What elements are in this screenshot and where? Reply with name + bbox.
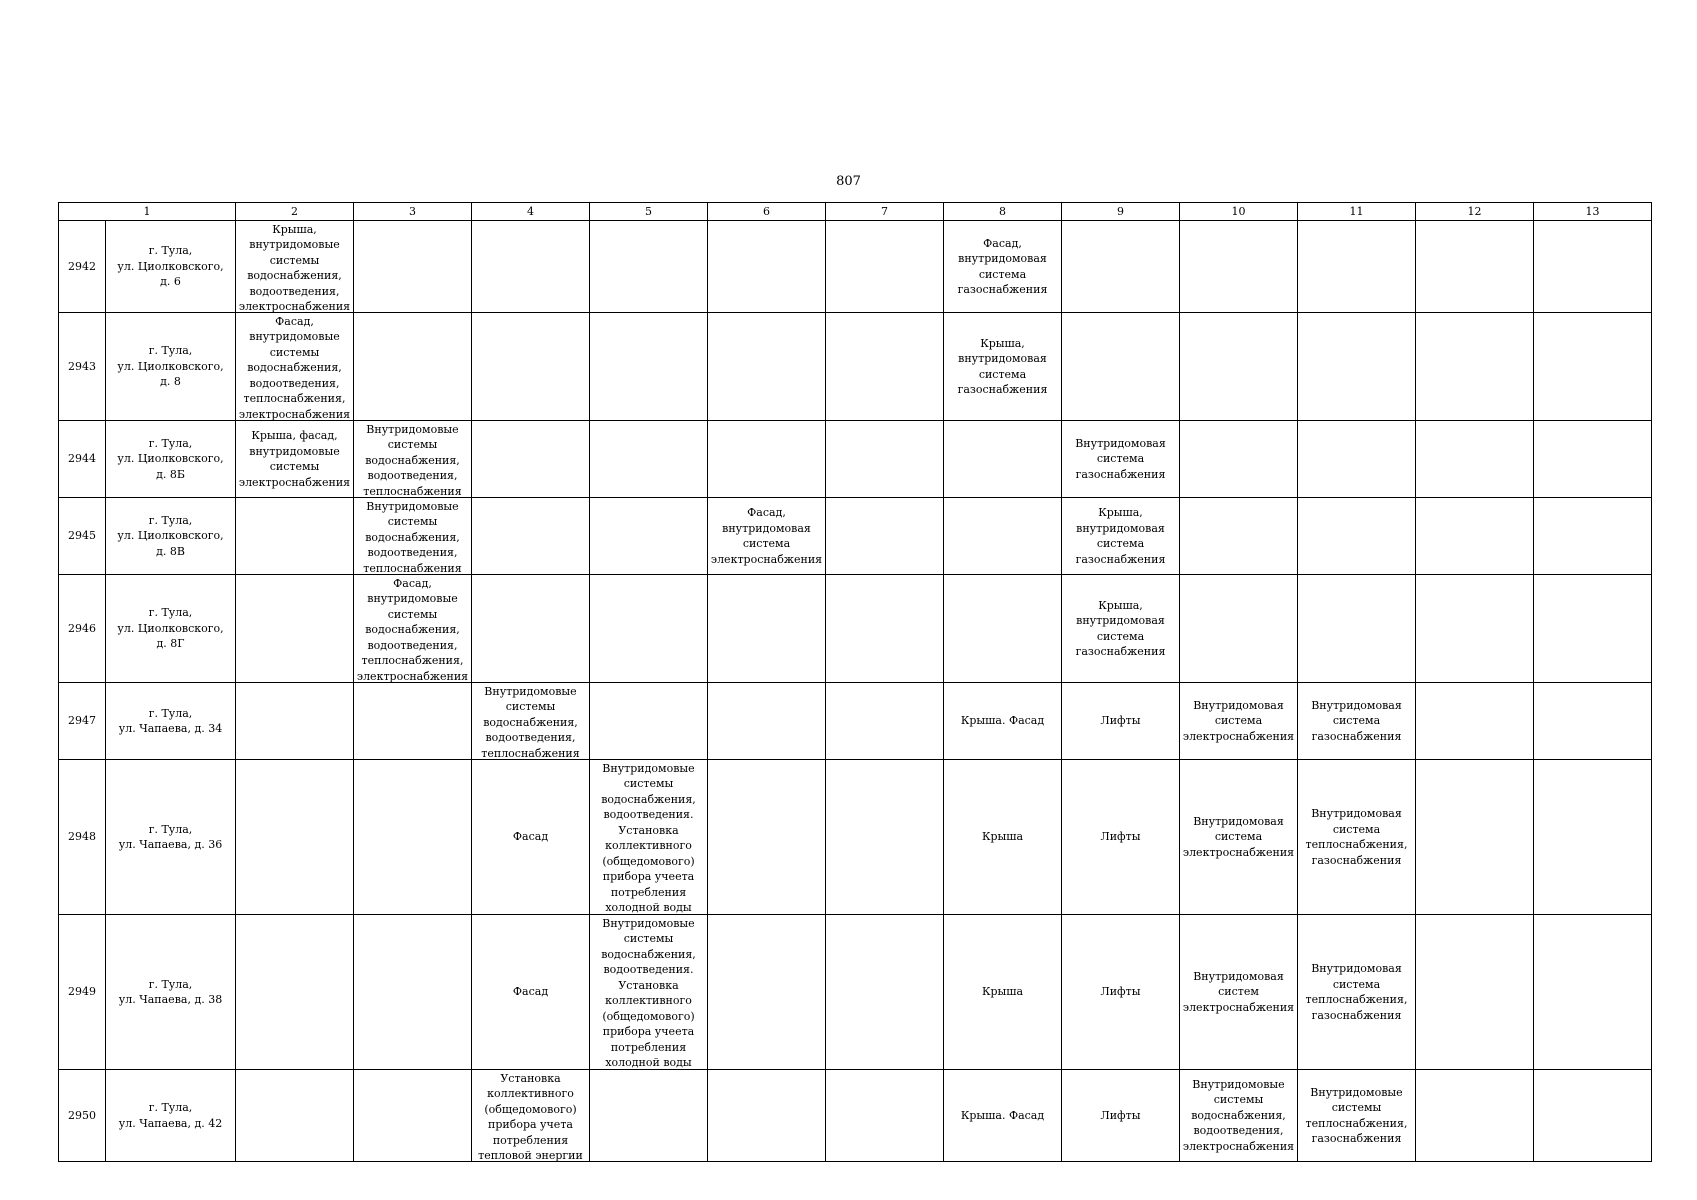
column-header: 2	[236, 203, 354, 221]
work-cell-col-12	[1416, 575, 1534, 683]
address-text: г. Тула, ул. Чапаева, д. 42	[118, 1101, 223, 1130]
table-row	[59, 498, 1652, 575]
work-cell-col-7	[826, 760, 944, 915]
work-cell-col-7	[826, 915, 944, 1070]
work-cell-col-5	[590, 1070, 708, 1162]
work-cell-col-9	[1062, 760, 1180, 915]
work-cell-col-8	[944, 313, 1062, 421]
row-number: 2945	[59, 498, 106, 575]
work-cell-col-11	[1298, 498, 1416, 575]
work-cell-col-8	[944, 915, 1062, 1070]
column-header: 13	[1534, 203, 1652, 221]
address-text: г. Тула, ул. Чапаева, д. 36	[118, 822, 223, 851]
work-cell-col-3	[354, 1070, 472, 1162]
work-cell-col-7	[826, 421, 944, 498]
address-text: г. Тула, ул. Чапаева, д. 38	[118, 977, 223, 1006]
work-cell-col-3	[354, 683, 472, 760]
work-cell-col-10	[1180, 683, 1298, 760]
work-cell-col-8	[944, 421, 1062, 498]
work-cell-col-5	[590, 760, 708, 915]
address-cell	[106, 1070, 236, 1162]
work-text: Фасад, внутридомовая система электроснабжения	[710, 506, 823, 566]
work-text: Крыша	[981, 985, 1024, 999]
work-text: Внутридомовые системы водоснабжения, водоотведения, электроснабжения	[1182, 1077, 1295, 1153]
work-text: Лифты	[1100, 714, 1141, 728]
work-text: Внутридомовая система теплоснабжения, газоснабжения	[1305, 807, 1408, 867]
work-cell-col-12	[1416, 313, 1534, 421]
work-cell-col-12	[1416, 421, 1534, 498]
work-cell-col-11	[1298, 221, 1416, 313]
work-cell-col-12	[1416, 221, 1534, 313]
work-cell-col-9	[1062, 421, 1180, 498]
work-cell-col-6	[708, 1070, 826, 1162]
work-cell-col-4	[472, 498, 590, 575]
work-cell-col-2	[236, 575, 354, 683]
work-cell-col-13	[1534, 1070, 1652, 1162]
address-cell	[106, 221, 236, 313]
column-number-row	[59, 203, 1652, 221]
table-row	[59, 683, 1652, 760]
row-number: 2946	[59, 575, 106, 683]
work-cell-col-3	[354, 760, 472, 915]
work-cell-col-8	[944, 760, 1062, 915]
work-cell-col-11	[1298, 575, 1416, 683]
column-header: 9	[1062, 203, 1180, 221]
work-cell-col-3	[354, 498, 472, 575]
work-cell-col-11	[1298, 313, 1416, 421]
work-cell-col-4	[472, 760, 590, 915]
work-text: Внутридомовые системы водоснабжения, водоотведения, теплоснабжения	[481, 684, 580, 759]
address-cell	[106, 498, 236, 575]
work-cell-col-12	[1416, 915, 1534, 1070]
work-cell-col-7	[826, 498, 944, 575]
work-cell-col-12	[1416, 760, 1534, 915]
row-number: 2944	[59, 421, 106, 498]
work-cell-col-7	[826, 575, 944, 683]
column-header: 6	[708, 203, 826, 221]
work-text: Крыша	[981, 830, 1024, 844]
table-row	[59, 1070, 1652, 1162]
column-header: 12	[1416, 203, 1534, 221]
work-cell-col-11	[1298, 760, 1416, 915]
column-header: 4	[472, 203, 590, 221]
work-cell-col-9	[1062, 683, 1180, 760]
work-cell-col-5	[590, 683, 708, 760]
row-number: 2948	[59, 760, 106, 915]
work-cell-col-10	[1180, 421, 1298, 498]
work-text: Установка коллективного (общедомового) прибора учета потребления тепловой энергии	[478, 1071, 583, 1161]
work-text: Внутридомовая система теплоснабжения, газоснабжения	[1305, 962, 1408, 1022]
work-cell-col-5	[590, 498, 708, 575]
work-cell-col-2	[236, 1070, 354, 1162]
work-cell-col-2	[236, 915, 354, 1070]
column-header: 10	[1180, 203, 1298, 221]
work-cell-col-10	[1180, 760, 1298, 915]
work-cell-col-8	[944, 1070, 1062, 1162]
work-text: Внутридомовые системы водоснабжения, водоотведения, теплоснабжения	[363, 499, 462, 574]
work-cell-col-7	[826, 1070, 944, 1162]
work-cell-col-9	[1062, 1070, 1180, 1162]
work-text: Внутридомовая система газоснабжения	[1311, 698, 1402, 743]
work-cell-col-12	[1416, 683, 1534, 760]
work-cell-col-13	[1534, 915, 1652, 1070]
row-number: 2943	[59, 313, 106, 421]
address-cell	[106, 915, 236, 1070]
work-cell-col-3	[354, 221, 472, 313]
work-cell-col-6	[708, 683, 826, 760]
work-text: Лифты	[1100, 1108, 1141, 1122]
work-cell-col-6	[708, 498, 826, 575]
work-cell-col-5	[590, 915, 708, 1070]
address-text: г. Тула, ул. Циолковского, д. 8Г	[117, 606, 224, 651]
column-header: 11	[1298, 203, 1416, 221]
work-cell-col-6	[708, 421, 826, 498]
work-cell-col-4	[472, 421, 590, 498]
work-text: Лифты	[1100, 985, 1141, 999]
work-cell-col-4	[472, 575, 590, 683]
work-cell-col-7	[826, 683, 944, 760]
work-cell-col-13	[1534, 575, 1652, 683]
work-cell-col-2	[236, 760, 354, 915]
work-text: Внутридомовая система газоснабжения	[1075, 436, 1166, 481]
work-text: Внутридомовая система электроснабжения	[1182, 698, 1295, 743]
work-text: Фасад	[512, 830, 549, 844]
work-text: Крыша, внутридомовая система газоснабжения	[1075, 506, 1166, 566]
work-cell-col-3	[354, 421, 472, 498]
column-header: 1	[59, 203, 236, 221]
work-cell-col-6	[708, 760, 826, 915]
work-cell-col-2	[236, 683, 354, 760]
work-cell-col-2	[236, 421, 354, 498]
column-header: 7	[826, 203, 944, 221]
work-text: Внутридомовая система электроснабжения	[1182, 814, 1295, 859]
work-cell-col-8	[944, 575, 1062, 683]
address-cell	[106, 421, 236, 498]
address-text: г. Тула, ул. Циолковского, д. 8В	[117, 513, 224, 558]
page-number: 807	[836, 174, 861, 189]
work-cell-col-8	[944, 498, 1062, 575]
work-cell-col-13	[1534, 221, 1652, 313]
work-cell-col-6	[708, 313, 826, 421]
work-text: Внутридомовая систем электроснабжения	[1182, 969, 1295, 1014]
work-cell-col-7	[826, 313, 944, 421]
work-cell-col-13	[1534, 683, 1652, 760]
table-row	[59, 313, 1652, 421]
work-cell-col-13	[1534, 760, 1652, 915]
work-cell-col-9	[1062, 221, 1180, 313]
work-text: Крыша. Фасад	[960, 1108, 1045, 1122]
work-cell-col-4	[472, 221, 590, 313]
table-row	[59, 760, 1652, 915]
work-text: Крыша, фасад, внутридомовые системы электроснабжения	[238, 429, 351, 489]
work-text: Внутридомовые системы водоснабжения, водоотведения, теплоснабжения	[363, 422, 462, 497]
work-text: Фасад, внутридомовая система газоснабжения	[957, 236, 1048, 296]
work-text: Внутридомовые системы водоснабжения, водоотведения. Установка коллективного (общедомового) прибора учеета потребления холодной воды	[601, 916, 696, 1069]
work-cell-col-10	[1180, 915, 1298, 1070]
work-cell-col-13	[1534, 313, 1652, 421]
address-text: г. Тула, ул. Циолковского, д. 8Б	[117, 436, 224, 481]
work-cell-col-10	[1180, 221, 1298, 313]
work-cell-col-6	[708, 575, 826, 683]
work-cell-col-5	[590, 421, 708, 498]
row-number: 2947	[59, 683, 106, 760]
work-text: Фасад, внутридомовые системы водоснабжения, водоотведения, теплоснабжения, электроснабжения	[356, 576, 469, 682]
row-number: 2949	[59, 915, 106, 1070]
address-cell	[106, 683, 236, 760]
work-cell-col-4	[472, 683, 590, 760]
address-cell	[106, 760, 236, 915]
work-cell-col-2	[236, 313, 354, 421]
work-text: Внутридомовые системы водоснабжения, водоотведения. Установка коллективного (общедомового) прибора учеета потребления холодной воды	[601, 761, 696, 914]
work-text: Фасад, внутридомовые системы водоснабжения, водоотведения, теплоснабжения, электроснабжения	[238, 314, 351, 420]
work-cell-col-10	[1180, 498, 1298, 575]
address-cell	[106, 575, 236, 683]
work-cell-col-13	[1534, 498, 1652, 575]
work-cell-col-8	[944, 221, 1062, 313]
work-cell-col-5	[590, 575, 708, 683]
work-cell-col-4	[472, 1070, 590, 1162]
work-cell-col-11	[1298, 1070, 1416, 1162]
work-cell-col-3	[354, 915, 472, 1070]
work-cell-col-4	[472, 313, 590, 421]
work-cell-col-13	[1534, 421, 1652, 498]
work-cell-col-2	[236, 221, 354, 313]
row-number: 2950	[59, 1070, 106, 1162]
work-cell-col-3	[354, 313, 472, 421]
table-row	[59, 915, 1652, 1070]
column-header: 8	[944, 203, 1062, 221]
row-number: 2942	[59, 221, 106, 313]
work-cell-col-9	[1062, 498, 1180, 575]
work-text: Крыша, внутридомовые системы водоснабжения, водоотведения, электроснабжения	[238, 222, 351, 312]
repair-schedule-table	[58, 202, 1652, 1162]
work-cell-col-11	[1298, 683, 1416, 760]
work-cell-col-6	[708, 915, 826, 1070]
work-cell-col-3	[354, 575, 472, 683]
work-cell-col-10	[1180, 575, 1298, 683]
work-cell-col-9	[1062, 313, 1180, 421]
work-text: Лифты	[1100, 830, 1141, 844]
work-cell-col-12	[1416, 1070, 1534, 1162]
column-header: 3	[354, 203, 472, 221]
work-text: Фасад	[512, 985, 549, 999]
column-header: 5	[590, 203, 708, 221]
address-cell	[106, 313, 236, 421]
work-text: Внутридомовые системы теплоснабжения, газоснабжения	[1305, 1085, 1408, 1145]
work-cell-col-6	[708, 221, 826, 313]
work-cell-col-2	[236, 498, 354, 575]
work-cell-col-5	[590, 313, 708, 421]
work-text: Крыша, внутридомовая система газоснабжения	[957, 336, 1048, 396]
work-cell-col-11	[1298, 915, 1416, 1070]
work-cell-col-4	[472, 915, 590, 1070]
address-text: г. Тула, ул. Циолковского, д. 8	[117, 344, 224, 389]
work-cell-col-10	[1180, 1070, 1298, 1162]
work-cell-col-9	[1062, 575, 1180, 683]
table-row	[59, 221, 1652, 313]
work-cell-col-12	[1416, 498, 1534, 575]
work-text: Крыша. Фасад	[960, 714, 1045, 728]
work-cell-col-5	[590, 221, 708, 313]
work-cell-col-10	[1180, 313, 1298, 421]
work-cell-col-11	[1298, 421, 1416, 498]
work-cell-col-8	[944, 683, 1062, 760]
address-text: г. Тула, ул. Циолковского, д. 6	[117, 244, 224, 289]
work-text: Крыша, внутридомовая система газоснабжения	[1075, 598, 1166, 658]
address-text: г. Тула, ул. Чапаева, д. 34	[118, 706, 223, 735]
work-cell-col-9	[1062, 915, 1180, 1070]
table-row	[59, 575, 1652, 683]
table-row	[59, 421, 1652, 498]
work-cell-col-7	[826, 221, 944, 313]
